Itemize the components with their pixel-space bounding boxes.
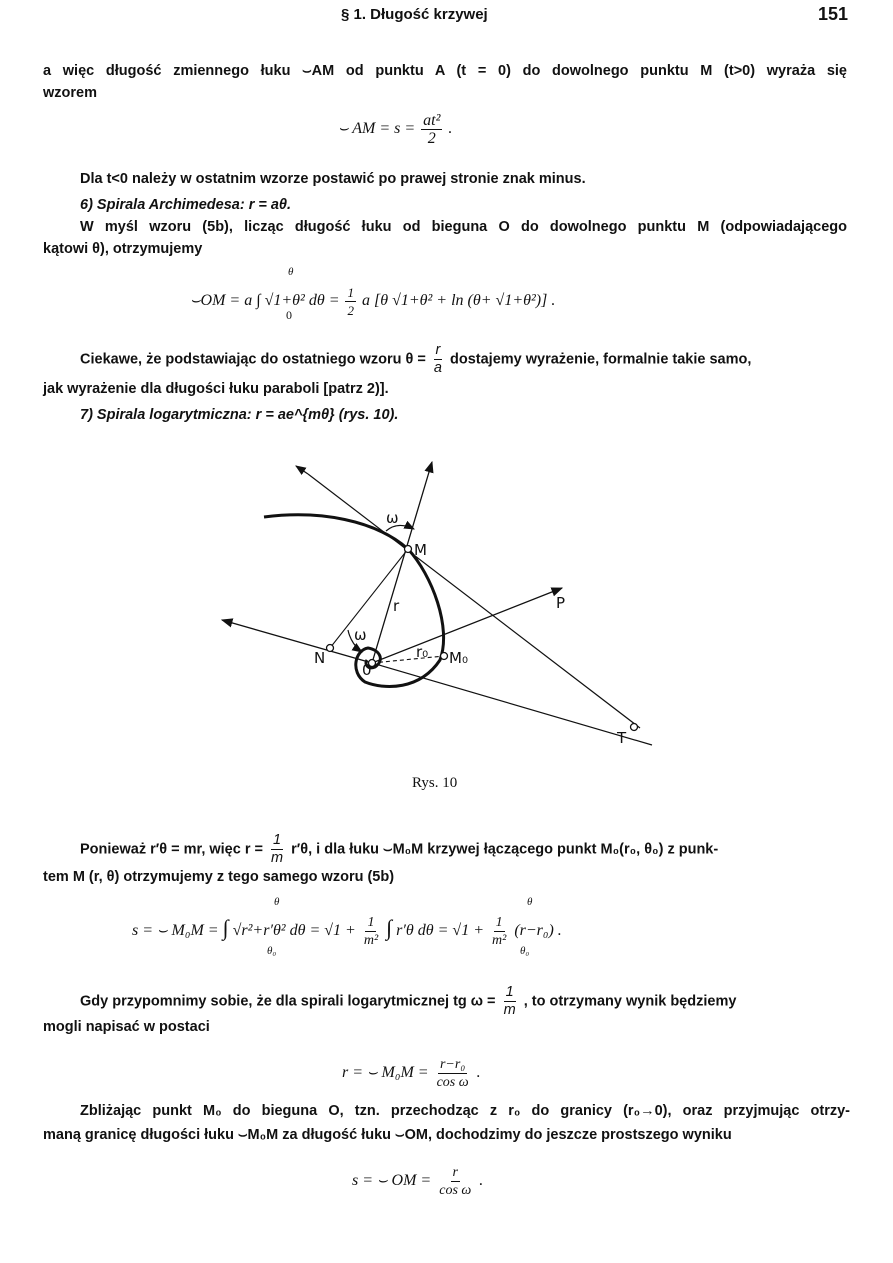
frac-den: m: [503, 1002, 516, 1018]
paragraph-line: maną granicę długości łuku ⌣M₀M za długość łuku ⌣OM, dochodzimy do jeszcze prostszego wyniku: [43, 1127, 732, 1143]
text-fragment: Ponieważ r′θ = mr, więc r =: [80, 841, 263, 858]
item-6-title: 6) Spirala Archimedesa: r = aθ.: [80, 197, 292, 213]
label-omega-top: ω: [386, 509, 399, 527]
text-fragment: dostajemy wyrażenie, formalnie takie samo,: [450, 351, 752, 368]
integral-lower-limit: θ₀: [520, 945, 530, 957]
eq-denominator: cos ω: [436, 1075, 469, 1090]
item-7-title: 7) Spirala logarytmiczna: r = ae^{mθ} (rys. 10).: [80, 407, 399, 423]
label-N: N: [314, 649, 326, 667]
eq-numerator: r−r₀: [439, 1057, 466, 1072]
text-fragment: Gdy przypomnimy sobie, że dla spirali logarytmicznej tg ω =: [80, 993, 496, 1010]
frac-den: m: [271, 850, 284, 866]
figure-caption: Rys. 10: [412, 775, 458, 791]
equation-log-spiral-arc: s = ⌣ M₀M = ∫ √r²+r′θ² dθ = √1 + $\frac{1}{\text{m²}}$ ∫ r′θ dθ = √1 + $\frac{1}{\text{m²}}$ (r−r₀) .: [132, 915, 562, 948]
integral-lower-limit: 0: [286, 308, 292, 322]
equation-arc-cos: [342, 1056, 481, 1091]
frac-num: 1: [367, 915, 375, 930]
eq-part: √r²+r′θ² dθ = √1 +: [232, 922, 356, 940]
running-header: § 1. Długość krzywej: [341, 6, 488, 23]
paragraph-line: Dla t<0 należy w ostatnim wzorze postawić po prawej stronie znak minus.: [80, 171, 586, 187]
page-number: 151: [818, 4, 849, 24]
eq-numerator: r: [452, 1165, 458, 1180]
eq-denominator: 2: [427, 130, 436, 147]
label-omega-mid: ω: [354, 626, 367, 644]
frac-num: 1: [273, 832, 282, 848]
equation-final: [352, 1164, 483, 1199]
frac-num: 1: [505, 984, 514, 1000]
paragraph-line: tem M (r, θ) otrzymujemy z tego samego wzoru (5b): [43, 869, 395, 885]
eq-integrand: √1+θ² dθ =: [264, 292, 340, 310]
integral-lower-limit: θ₀: [267, 945, 277, 957]
eq-lhs: ⌣ AM = s =: [338, 120, 416, 138]
eq-rhs: a [θ √1+θ² + ln (θ+ √1+θ²)] .: [361, 292, 556, 310]
text-fragment: r′θ, i dla łuku ⌣M₀M krzywej łączącego punkt M₀(r₀, θ₀) z punk-: [291, 841, 719, 858]
frac-num: 1: [495, 915, 503, 930]
paragraph-line: mogli napisać w postaci: [43, 1019, 210, 1035]
eq-lhs: s = ⌣ OM =: [352, 1172, 432, 1190]
eq-end: .: [448, 120, 453, 138]
paragraph-line: Zbliżając punkt M₀ do bieguna O, tzn. przechodząc z r₀ do granicy (r₀→0), oraz przyjmując otrzy-: [80, 1103, 850, 1119]
eq-denominator: cos ω: [439, 1183, 472, 1198]
label-M: M: [414, 541, 427, 559]
paragraph-line: [80, 984, 850, 1019]
frac-den: a: [433, 360, 442, 376]
frac-den: m²: [363, 933, 379, 948]
paragraph-line: wzorem: [43, 85, 97, 101]
paragraph-line: [80, 832, 850, 867]
paragraph-line: kątowi θ), otrzymujemy: [43, 241, 203, 257]
frac-den: m²: [492, 933, 507, 948]
paragraph-line: a więc długość zmiennego łuku ⌣AM od punktu A (t = 0) do dowolnego punktu M (t>0) wyraża się: [43, 63, 847, 79]
eq-half-num: 1: [347, 285, 354, 300]
eq-part: s = ⌣ M₀M =: [132, 922, 219, 940]
eq-lhs: r = ⌣ M₀M =: [342, 1064, 429, 1082]
eq-half-den: 2: [347, 303, 354, 318]
text-fragment: Ciekawe, że podstawiając do ostatniego wzoru θ =: [80, 351, 426, 368]
eq-end: .: [479, 1172, 484, 1190]
frac-num: r: [435, 342, 441, 358]
eq-lhs: ⌣OM = a ∫: [190, 292, 261, 310]
integral-upper-limit: θ: [527, 896, 533, 908]
paragraph-line: jak wyrażenie dla długości łuku paraboli [patrz 2)].: [43, 381, 389, 397]
eq-end: .: [476, 1064, 481, 1082]
eq-part: (r−r₀) .: [514, 922, 562, 940]
eq-part: r′θ dθ = √1 +: [396, 922, 484, 940]
label-P: P: [556, 594, 566, 612]
eq-numerator: at²: [423, 112, 441, 129]
label-T: T: [617, 729, 627, 747]
integral-upper-limit: θ: [288, 266, 294, 278]
label-M0: M₀: [449, 649, 468, 667]
tangent-line: [308, 474, 640, 728]
label-r0: r₀: [416, 643, 429, 661]
label-O: 0: [362, 661, 372, 679]
integral-upper-limit: θ: [274, 896, 280, 908]
normal-line: [222, 620, 372, 663]
text-fragment: , to otrzymany wynik będziemy: [523, 993, 737, 1010]
paragraph-line: W myśl wzoru (5b), licząc długość łuku od bieguna O do dowolnego punktu M (odpowiadającego: [80, 219, 847, 235]
label-r: r: [393, 597, 400, 615]
